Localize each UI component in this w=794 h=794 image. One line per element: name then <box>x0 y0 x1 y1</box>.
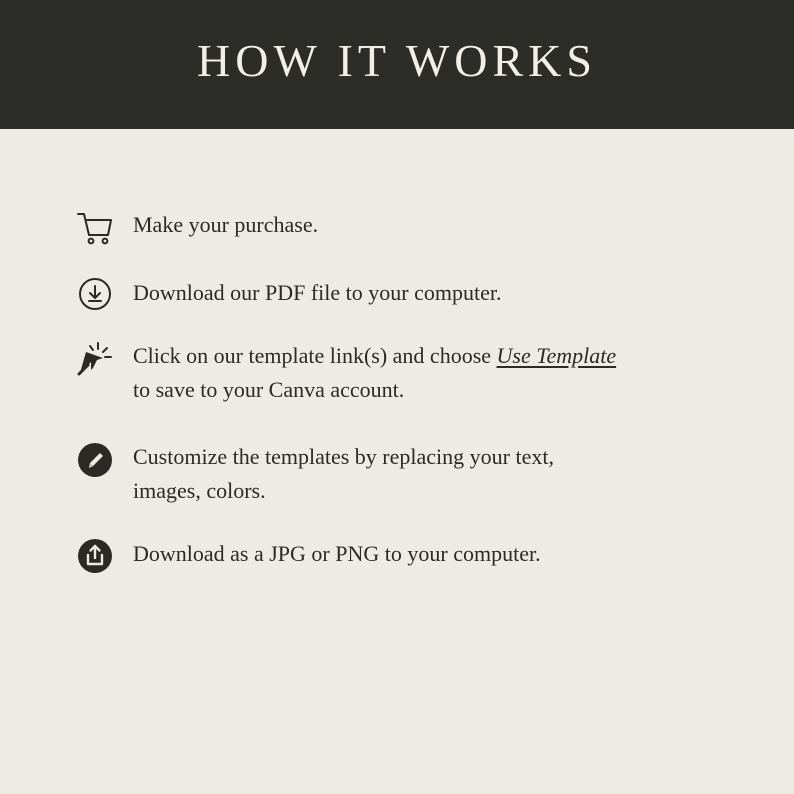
page-title: HOW IT WORKS <box>197 35 597 86</box>
step-text-after: to save to your Canva account. <box>133 377 405 402</box>
cursor-click-icon <box>76 340 114 378</box>
step-text: Download as a JPG or PNG to your computer. <box>133 541 541 566</box>
download-circle-icon <box>76 275 114 313</box>
use-template-link[interactable]: Use Template <box>496 343 617 368</box>
header-banner <box>0 0 794 129</box>
step-text: Make your purchase. <box>133 212 319 237</box>
step-text-before: Click on our template link(s) and choose <box>133 343 492 368</box>
share-upload-icon <box>76 537 114 575</box>
cart-icon <box>76 208 114 246</box>
step-text-line2: images, colors. <box>133 478 266 503</box>
pencil-circle-icon <box>76 441 114 479</box>
step-text: Download our PDF file to your computer. <box>133 280 502 305</box>
step-text <box>133 339 733 407</box>
step-text <box>133 440 733 508</box>
step-text-line1: Customize the templates by replacing your text, <box>133 444 554 469</box>
